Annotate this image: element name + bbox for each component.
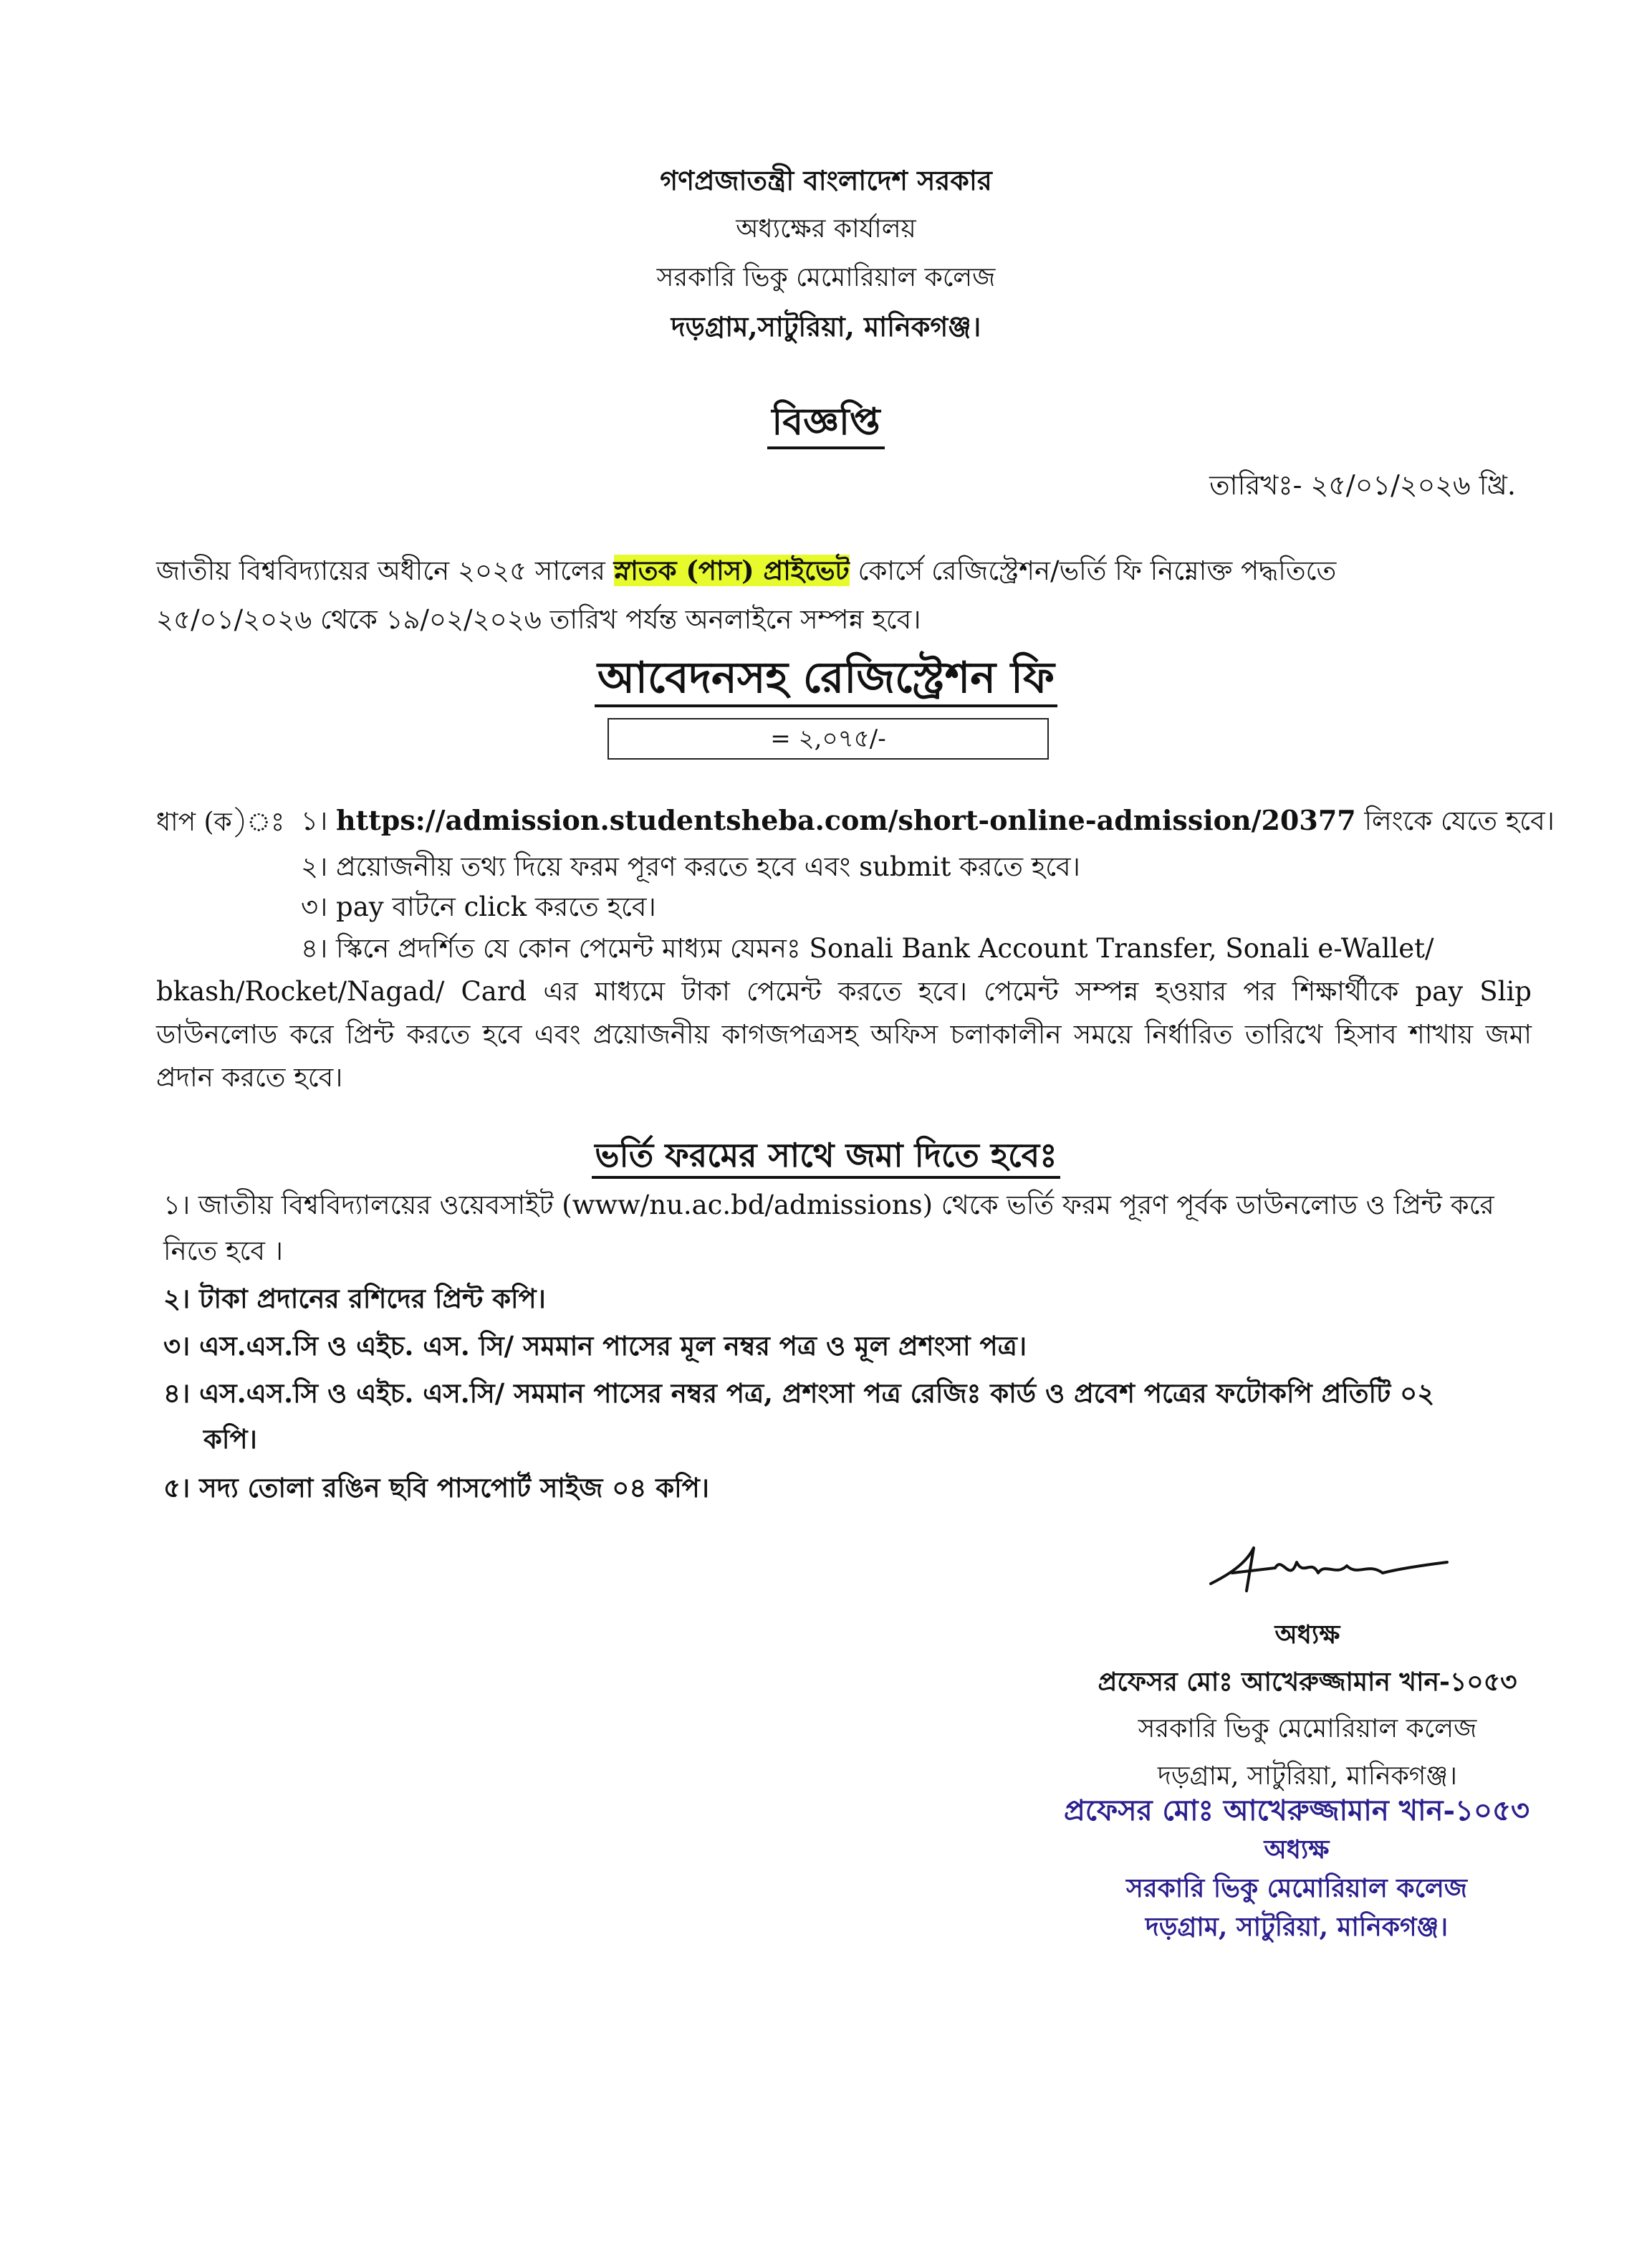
official-seal: [1039, 1792, 1555, 1946]
requirement-4-line-1: ৪। এস.এস.সি ও এইচ. এস.সি/ সমমান পাসের নম্বর পত্র, প্রশংসা পত্র রেজিঃ কার্ড ও প্রবেশ পত্রের ফটোকপি প্রতিটি ০২: [163, 1377, 1435, 1409]
course-highlight: স্নাতক (পাস) প্রাইভেট: [613, 555, 850, 586]
requirement-3: ৩। এস.এস.সি ও এইচ. এস. সি/ সমমান পাসের মূল নম্বর পত্র ও মূল প্রশংসা পত্র।: [163, 1330, 1027, 1362]
signer-designation: অধ্যক্ষ: [1274, 1620, 1340, 1650]
office-title: অধ্যক্ষের কার্যালয়: [736, 214, 916, 244]
signer-address: দড়গ্রাম, সাটুরিয়া, মানিকগঞ্জ।: [1158, 1761, 1457, 1791]
fee-title-text: আবেদনসহ রেজিস্ট্রেশন ফি: [595, 653, 1057, 707]
notice-title: [0, 393, 1652, 455]
seal-address: দড়গ্রাম, সাটুরিয়া, মানিকগঞ্জ।: [1145, 1912, 1449, 1942]
step-4-line-1: ৪। স্কিনে প্রদর্শিত যে কোন পেমেন্ট মাধ্যম যেমনঃ Sonali Bank Account Transfer, Sonali e-Wallet/: [301, 933, 1434, 964]
step-1-number: ১।: [301, 805, 328, 836]
requirements-title: [0, 1131, 1652, 1185]
intro-text-1: জাতীয় বিশ্ববিদ্যায়ের অধীনে ২০২৫ সালের: [156, 555, 614, 586]
signer-name: প্রফেসর মোঃ আখেরুজ্জামান খান-১০৫৩: [1098, 1667, 1517, 1697]
seal-name: প্রফেসর মোঃ আখেরুজ্জামান খান-১০৫৩: [1064, 1794, 1529, 1827]
requirement-1-line-2: নিতে হবে ।: [163, 1235, 283, 1266]
government-title: গণপ্রজাতন্ত্রী বাংলাদেশ সরকার: [660, 164, 992, 196]
fee-title: [0, 645, 1652, 717]
requirement-2: ২। টাকা প্রদানের রশিদের প্রিন্ট কপি।: [163, 1283, 546, 1314]
intro-text-3: ২৫/০১/২০২৬ থেকে ১৯/০২/২০২৬ তারিখ পর্যন্ত অনলাইনে সম্পন্ন হবে।: [156, 604, 921, 635]
notice-title-text: বিজ্ঞপ্তি: [767, 400, 884, 449]
seal-college: সরকারি ভিকু মেমোরিয়াল কলেজ: [1126, 1873, 1467, 1903]
step-1: [301, 799, 1555, 843]
fee-amount-box: = ২,০৭৫/-: [608, 718, 1049, 760]
intro-paragraph: [156, 546, 1532, 644]
notice-date: তারিখঃ- ২৫/০১/২০২৬ খ্রি.: [1209, 469, 1516, 501]
requirement-4: [163, 1370, 1524, 1462]
requirement-1: [163, 1182, 1524, 1274]
college-address: দড়গ্রাম,সাটুরিয়া, মানিকগঞ্জ।: [671, 310, 981, 343]
step-1-text: লিংকে যেতে হবে।: [1355, 805, 1555, 836]
signer-college: সরকারি ভিকু মেমোরিয়াল কলেজ: [1138, 1714, 1477, 1743]
step-3: ৩। pay বাটনে click করতে হবে।: [301, 891, 656, 922]
college-name: সরকারি ভিকু মেমোরিয়াল কলেজ: [656, 263, 996, 292]
signature-mark: [1204, 1534, 1461, 1605]
step-4-rest: bkash/Rocket/Nagad/ Card এর মাধ্যমে টাকা পেমেন্ট করতে হবে। পেমেন্ট সম্পন্ন হওয়ার পর শিক্ষার্থীকে pay Slip ডাউনলোড করে প্রিন্ট করতে হবে এবং প্রয়োজনীয় কাগজপত্রসহ অফিস চলাকালীন সময়ে নির্ধারিত তারিখে হিসাব শাখায় জমা প্রদান করতে হবে।: [156, 976, 1532, 1093]
seal-designation: অধ্যক্ষ: [1264, 1835, 1330, 1865]
step-2: ২। প্রয়োজনীয় তথ্য দিয়ে ফরম পূরণ করতে হবে এবং submit করতে হবে।: [301, 851, 1080, 882]
step-label: ধাপ (ক)ঃ: [156, 808, 285, 837]
admission-link[interactable]: https://admission.studentsheba.com/short-online-admission/20377: [336, 804, 1356, 836]
requirements-title-text: ভর্তি ফরমের সাথে জমা দিতে হবেঃ: [592, 1136, 1060, 1179]
signer-block: [1039, 1611, 1576, 1800]
office-header: [0, 156, 1652, 351]
intro-text-2: কোর্সে রেজিস্ট্রেশন/ভর্তি ফি নিম্নোক্ত পদ্ধতিতে: [849, 555, 1337, 586]
step-4: [156, 927, 1532, 1099]
requirement-5: ৫। সদ্য তোলা রঙিন ছবি পাসপোর্ট সাইজ ০৪ কপি।: [163, 1472, 710, 1503]
requirement-1-line-1: ১। জাতীয় বিশ্ববিদ্যালয়ের ওয়েবসাইট (www/nu.ac.bd/admissions) থেকে ভর্তি ফরম পূরণ পূর্বক ডাউনলোড ও প্রিন্ট করে: [163, 1190, 1494, 1220]
requirement-4-line-2: কপি।: [203, 1423, 257, 1455]
